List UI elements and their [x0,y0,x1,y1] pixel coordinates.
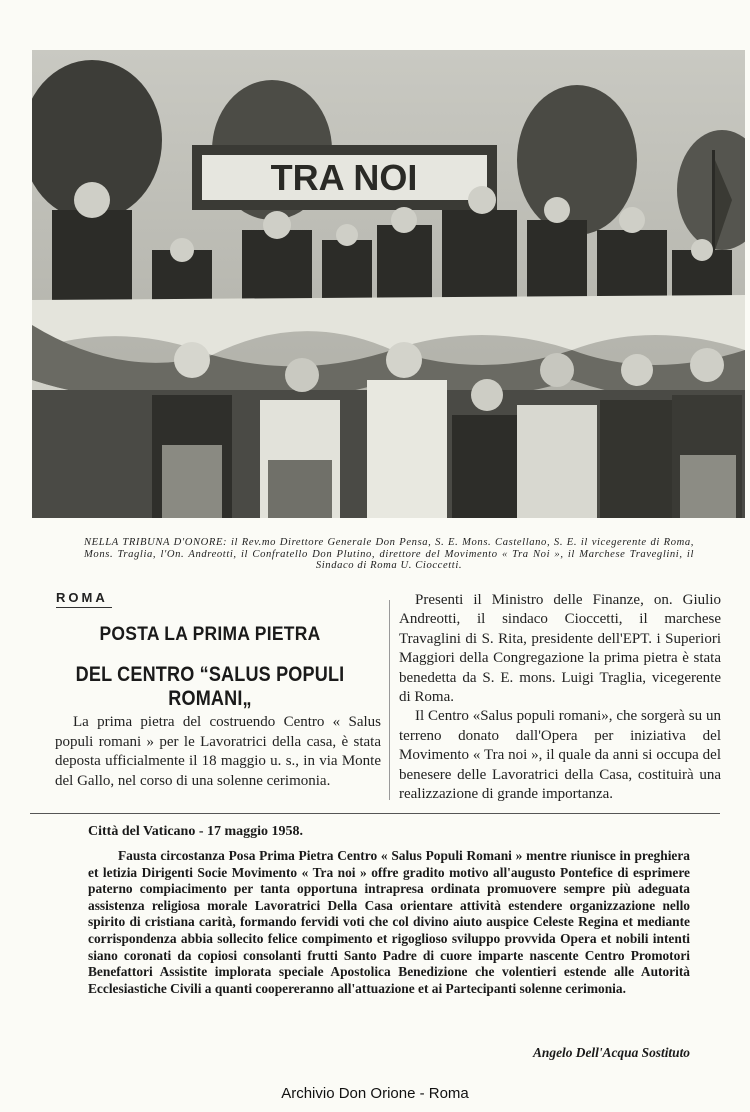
telegram-body [88,848,690,997]
section-label: ROMA [56,590,108,605]
telegram-signature: Angelo Dell'Acqua Sostituto [533,1045,690,1060]
column-divider [389,600,390,800]
section-divider [30,813,720,814]
article-right-column [399,591,721,804]
caption-lead: NELLA TRIBUNA D'ONORE: [84,537,228,548]
archive-footer: Archivio Don Orione - Roma [281,1085,469,1102]
headline-line-1: POSTA LA PRIMA PIETRA [99,624,321,645]
banner-text: TRA NOI [270,157,418,198]
telegram-text: Fausta circostanza Posa Prima Pietra Centro « Salus Populi Romani » mentre riunisce in preghiera et letizia Dirigenti Socie Movimento « Tra noi » offre gradito motivo all'augusto Pontefice di esprimere paterno compiacimento per tanta opportuna intrapresa ordinata promuovere sempre più adeguata assistenza religiosa morale Lavoratrici Della Casa orientare attività estendere organizzazione nello spirito di cristiana carità, formando fervidi voti che col divino aiuto auspice Celeste Regina et mediante corrispondenza abbia sollecito felice compimento et rigoglioso sviluppo provvida Opera et nobili intenti siano coronati da copiosi consolanti frutti Santo Padre di cuore imparte nascente Centro Promotori Benefattori Assistite implorata speciale Apostolica Benedizione che volentieri estende alle Autorità Ecclesiastiche Civili a quanti coopereranno all'attuazione et ai Partecipanti solenne cerimonia. [88,848,690,996]
ceremony-photo [32,50,745,518]
article-paragraph: La prima pietra del costruendo Centro « Salus populi romani » per le Lavoratrici della casa, è stata deposta ufficialmente il 18 maggio u. s., in via Monte del Gallo, nel corso di una solenne cerimonia. [55,714,381,789]
telegram-dateline: Città del Vaticano - 17 maggio 1958. [88,824,304,839]
caption-text: il Rev.mo Direttore Generale Don Pensa, S. E. Mons. Castellano, S. E. il vicegerente di Roma, Mons. Traglia, l'On. Andreotti, il Confratello Don Plutino, direttore del Movimento « Tra Noi », il Marchese Traveglini, il Sindaco di Roma U. Cioccetti. [84,537,694,572]
ceremony-photo-illustration [32,50,745,518]
photo-caption [84,537,694,572]
headline-line-2: DEL CENTRO “SALUS POPULI ROMANI„ [75,663,345,710]
article-paragraph: Il Centro «Salus populi romani», che sorgerà su un terreno donato dall'Opera per iniziativa del Movimento « Tra noi », il quale da anni si occupa del benesere delle Lavoratrici della Casa, costituirà una realizzazione di grande importanza. [399,708,721,803]
article-left-column [55,713,381,791]
article-paragraph: Presenti il Ministro delle Finanze, on. Giulio Andreotti, il sindaco Cioccetti, il marchese Travaglini di S. Rita, presidente dell'EPT. i Superiori Maggiori della Congregazione la prima pietra è stata benedetta da S. E. mons. Luigi Traglia, vicegerente di Roma. [399,592,721,706]
section-underline [56,607,112,608]
